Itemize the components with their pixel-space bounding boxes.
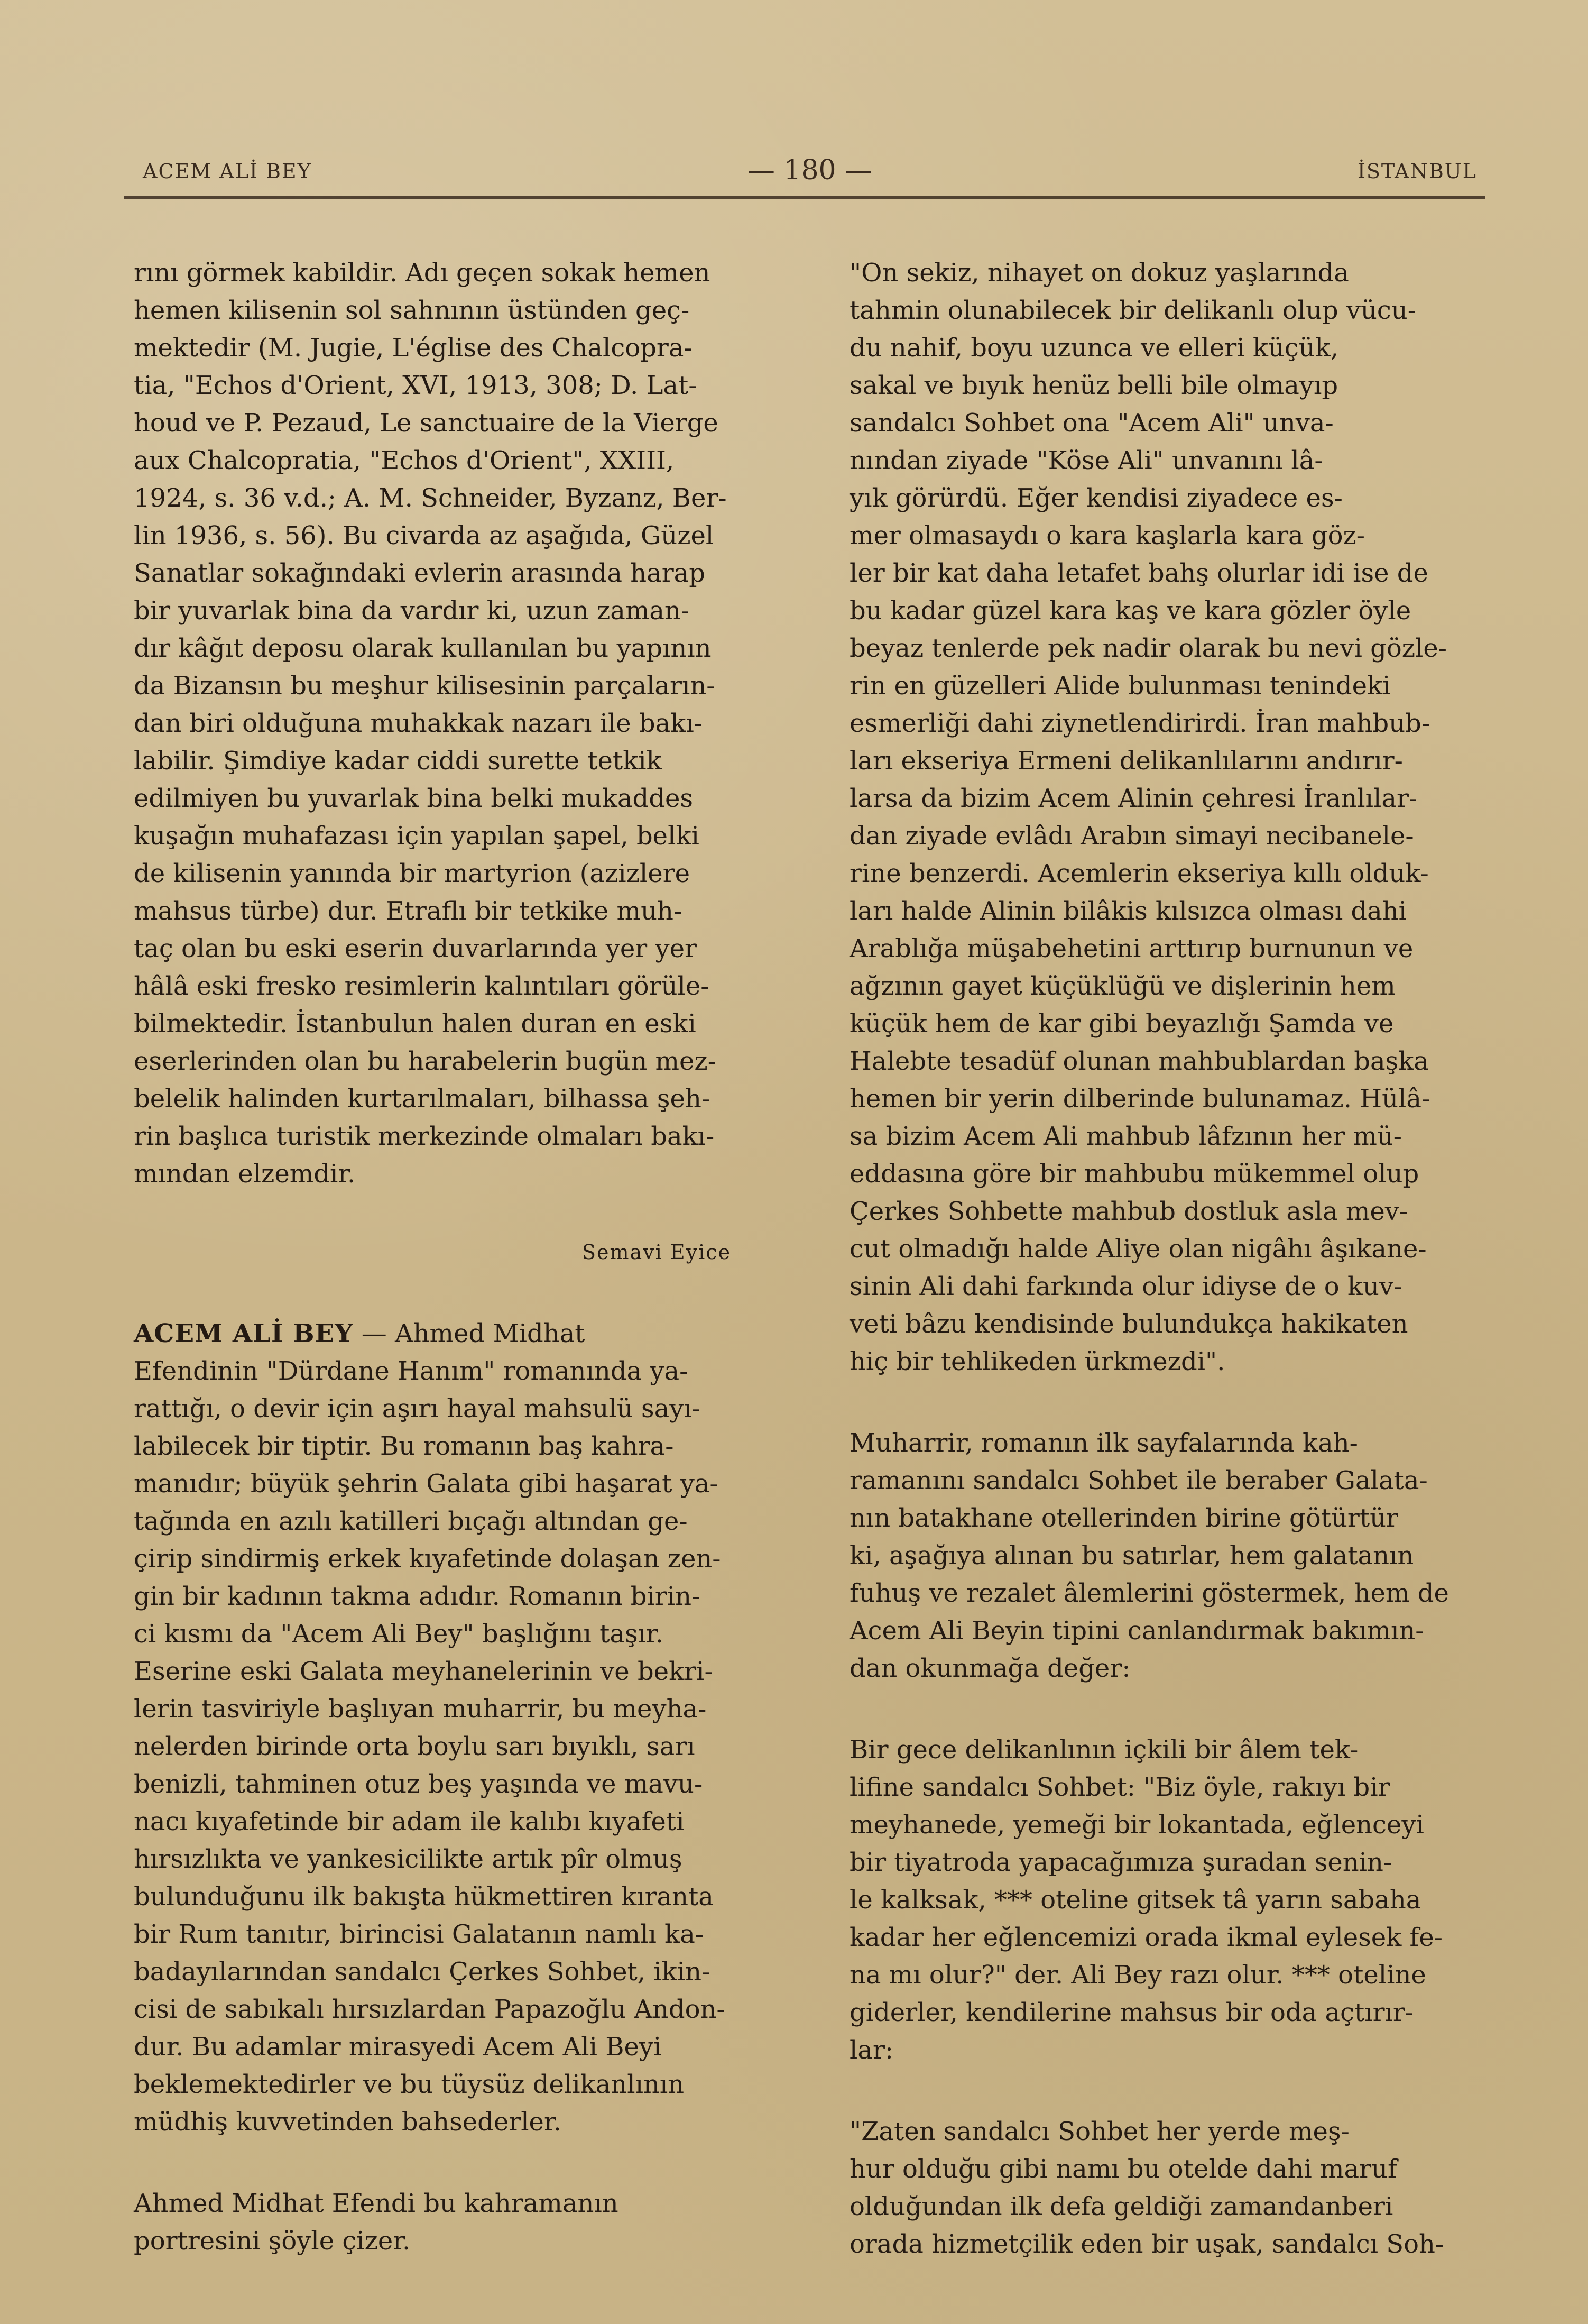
entry-headword: ACEM ALİ BEY bbox=[134, 1319, 354, 1348]
right-paragraph-4: "Zaten sandalcı Sohbet her yerde meş- hur olduğu gibi namı bu otelde dahi maruf olduğundan ilk defa geldiği zamandanberi orada hizmetçilik eden bir uşak, sandalcı Soh- bbox=[850, 2117, 1444, 2259]
header-city: İSTANBUL bbox=[1357, 160, 1477, 183]
page-number: — 180 — bbox=[747, 154, 873, 186]
left-paragraph-1: rını görmek kabildir. Adı geçen sokak hemen hemen kilisenin sol sahnının üstünden geç- mektedir (M. Jugie, L'église des Chalcopra- tia, "Echos d'Orient, XVI, 1913, 308; D. Lat- houd ve P. Pezaud, Le sanctuaire de la Vierge aux Chalcopratia, "Echos d'Orient", XXIII, 1924, s. 36 v.d.; A. M. Schneider, Byzanz, Ber- lin 1936, s. 56). Bu civarda az aşağıda, Güzel Sanatlar sokağındaki evlerin arasında harap bir yuvarlak bina da vardır ki, uzun zaman- dır kâğıt deposu olarak kullanılan bu yapının da Bizansın bu meşhur kilisesinin parçaların- dan biri olduğuna muhakkak nazarı ile bakı- labilir. Şimdiye kadar ciddi surette tetkik edilmiyen bu yuvarlak bina belki mukaddes kuşağın muhafazası için yapılan şapel, belki de kilisenin yanında bir martyrion (azizlere mahsus türbe) dur. Etraflı bir tetkike muh- taç olan bu eski eserin duvarlarında yer yer hâlâ eski fresko resimlerin kalıntıları görüle- bilmektedir. İstanbulun halen duran en eski eserlerinden olan bu harabelerin bugün mez- belelik halinden kurtarılmaları, bilhassa şeh- rin başlıca turistik merkezinde olmaları bakı- mından elzemdir. bbox=[134, 258, 727, 1189]
header-rule bbox=[124, 196, 1485, 199]
right-paragraph-1: "On sekiz, nihayet on dokuz yaşlarında tahmin olunabilecek bir delikanlı olup vücu- du nahif, boyu uzunca ve elleri küçük, sakal ve bıyık henüz belli bile olmayıp sandalcı Sohbet ona "Acem Ali" unva- nından ziyade "Köse Ali" unvanını lâ- yık görürdü. Eğer kendisi ziyadece es- mer olmasaydı o kara kaşlarla kara göz- ler bir kat daha letafet bahş olurlar idi ise de bu kadar güzel kara kaş ve kara gözler öyle beyaz tenlerde pek nadir olarak bu nevi gözle- rin en güzelleri Alide bulunması tenindeki esmerliği dahi ziynetlendirirdi. İran mahbub- ları ekseriya Ermeni delikanlılarını andırır- larsa da bizim Acem Alinin çehresi İranlılar- dan ziyade evlâdı Arabın simayi necibanele- rine benzerdi. Acemlerin ekseriya kıllı olduk- ları halde Alinin bilâkis kılsızca olması dahi Arablığa müşabehetini arttırıp burnunun ve ağzının gayet küçüklüğü ve dişlerinin hem küçük hem de kar gibi beyazlığı Şamda ve Halebte tesadüf olunan mahbublardan başka hemen bir yerin dilberinde bulunamaz. Hülâ- sa bizim Acem Ali mahbub lâfzının her mü- eddasına göre bir mahbubu mükemmel olup Çerkes Sohbette mahbub dostluk asla mev- cut olmadığı halde Aliye olan nigâhı âşıkane- sinin Ali dahi farkında olur idiyse de o kuv- veti bâzu kendisinde bulundukça hakikaten hiç bir tehlikeden ürkmezdi". bbox=[850, 258, 1447, 1376]
right-paragraph-2: Muharrir, romanın ilk sayfalarında kah- ramanını sandalcı Sohbet ile beraber Galata- nın batakhane otellerinden birine götürtür ki, aşağıya alınan bu satırlar, hem galatanın fuhuş ve rezalet âlemlerini göstermek, hem de Acem Ali Beyin tipini canlandırmak bakımın- dan okunmağa değer: bbox=[850, 1428, 1449, 1683]
header-entry-title: ACEM ALİ BEY bbox=[143, 160, 312, 183]
left-paragraph-2-text: — Ahmed Midhat Efendinin "Dürdane Hanım" romanında ya- rattığı, o devir için aşırı hayal mahsulü sayı- labilecek bir tiptir. Bu romanın baş kahra- manıdır; büyük şehrin Galata gibi haşarat ya- tağında en azılı katilleri bıçağı altından ge- çirip sindirmiş erkek kıyafetinde dolaşan zen- gin bir kadının takma adıdır. Romanın birin- ci kısmı da "Acem Ali Bey" başlığını taşır. Eserine eski Galata meyhanelerinin ve bekri- lerin tasviriyle başlıyan muharrir, bu meyha- nelerden birinde orta boylu sarı bıyıklı, sarı benizli, tahminen otuz beş yaşında ve mavu- nacı kıyafetinde bir adam ile kalıbı kıyafeti hırsızlıkta ve yankesicilikte artık pîr olmuş bulunduğunu ilk bakışta hükmettiren kıranta bir Rum tanıtır, birincisi Galatanın namlı ka- badayılarından sandalcı Çerkes Sohbet, ikin- cisi de sabıkalı hırsızlardan Papazoğlu Andon- dur. Bu adamlar mirasyedi Acem Ali Beyi beklemektedirler ve bu tüysüz delikanlının müdhiş kuvvetinden bahsederler. bbox=[134, 1319, 725, 2137]
right-column bbox=[850, 217, 1489, 2301]
right-paragraph-3: Bir gece delikanlının içkili bir âlem tek- lifine sandalcı Sohbet: "Biz öyle, rakıyı bir meyhanede, yemeği bir lokantada, eğlenceyi bir tiyatroda yapacağımıza şuradan senin- le kalksak, *** oteline gitsek tâ yarın sabaha kadar her eğlencemizi orada ikmal eylesek fe- na mı olur?" der. Ali Bey razı olur. *** oteline giderler, kendilerine mahsus bir oda açtırır- lar: bbox=[850, 1735, 1443, 2065]
left-paragraph-3: Ahmed Midhat Efendi bu kahramanın portresini şöyle çizer. bbox=[134, 2189, 618, 2256]
left-column bbox=[134, 217, 773, 2298]
author-signature: Semavi Eyice bbox=[581, 1241, 731, 1264]
running-head bbox=[137, 154, 1482, 191]
left-paragraph-2 bbox=[134, 1315, 773, 2141]
